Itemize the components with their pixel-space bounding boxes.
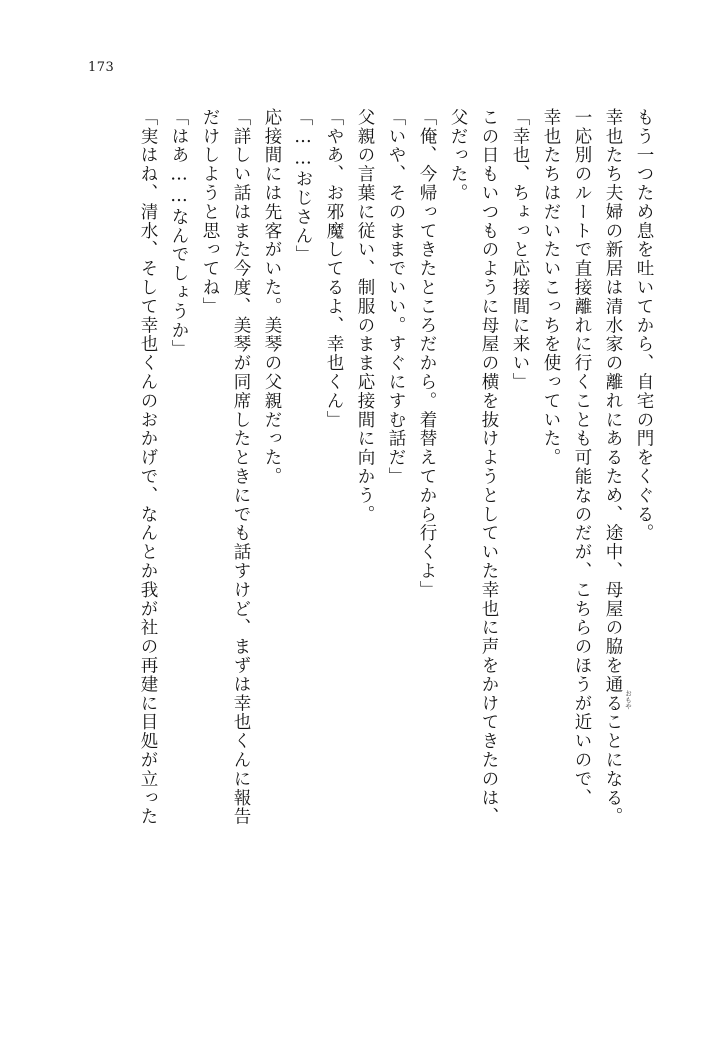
text-line: 応接間には先客がいた。美琴の父親だった。 — [262, 108, 282, 486]
text-line: 「詳しい話はまた今度、美琴が同席したときにでも話すけど、まずは幸也くんに報告 — [231, 108, 251, 827]
text-line: 「実はね、清水、そして幸也くんのおかげで、なんとか我が社の再建に目処が立った — [138, 108, 158, 827]
text-line: 一応別のルートで直接離れに行くことも可能なのだが、こちらのほうが近いので、 — [572, 108, 592, 808]
page-number: 173 — [88, 60, 115, 75]
vertical-text-block — [52, 108, 652, 968]
text-line: 「幸也、ちょっと応接間に来い」 — [510, 108, 530, 392]
text-line: だけしようと思ってね」 — [200, 108, 220, 316]
text-line: もう一つため息を吐いてから、自宅の門をくぐる。 — [634, 108, 654, 543]
text-line: 幸也たちはだいたいこっちを使っていた。 — [541, 108, 561, 468]
text-line: この日もいつものように母屋の横を抜けようとしていた幸也に声をかけてきたのは、 — [479, 108, 499, 827]
text-line: 「いや、そのままでいい。すぐにすむ話だ」 — [386, 108, 406, 486]
text-line: 「はあ……なんでしょうか」 — [169, 108, 189, 359]
text-line: 「やあ、お邪魔してるよ、幸也くん」 — [324, 108, 344, 430]
ruby-annotation-omoya: おもや — [624, 690, 632, 710]
text-line: 「俺、今帰ってきたところだから。着替えてから行くよ」 — [417, 108, 437, 600]
text-line: 父だった。 — [448, 108, 468, 203]
text-line: 「……おじさん」 — [293, 108, 313, 265]
text-line: 幸也たち夫婦の新居は清水家の離れにあるため、途中、母屋の脇を通ることになる。 — [603, 108, 623, 827]
text-line: 父親の言葉に従い、制服のまま応接間に向かう。 — [355, 108, 375, 524]
